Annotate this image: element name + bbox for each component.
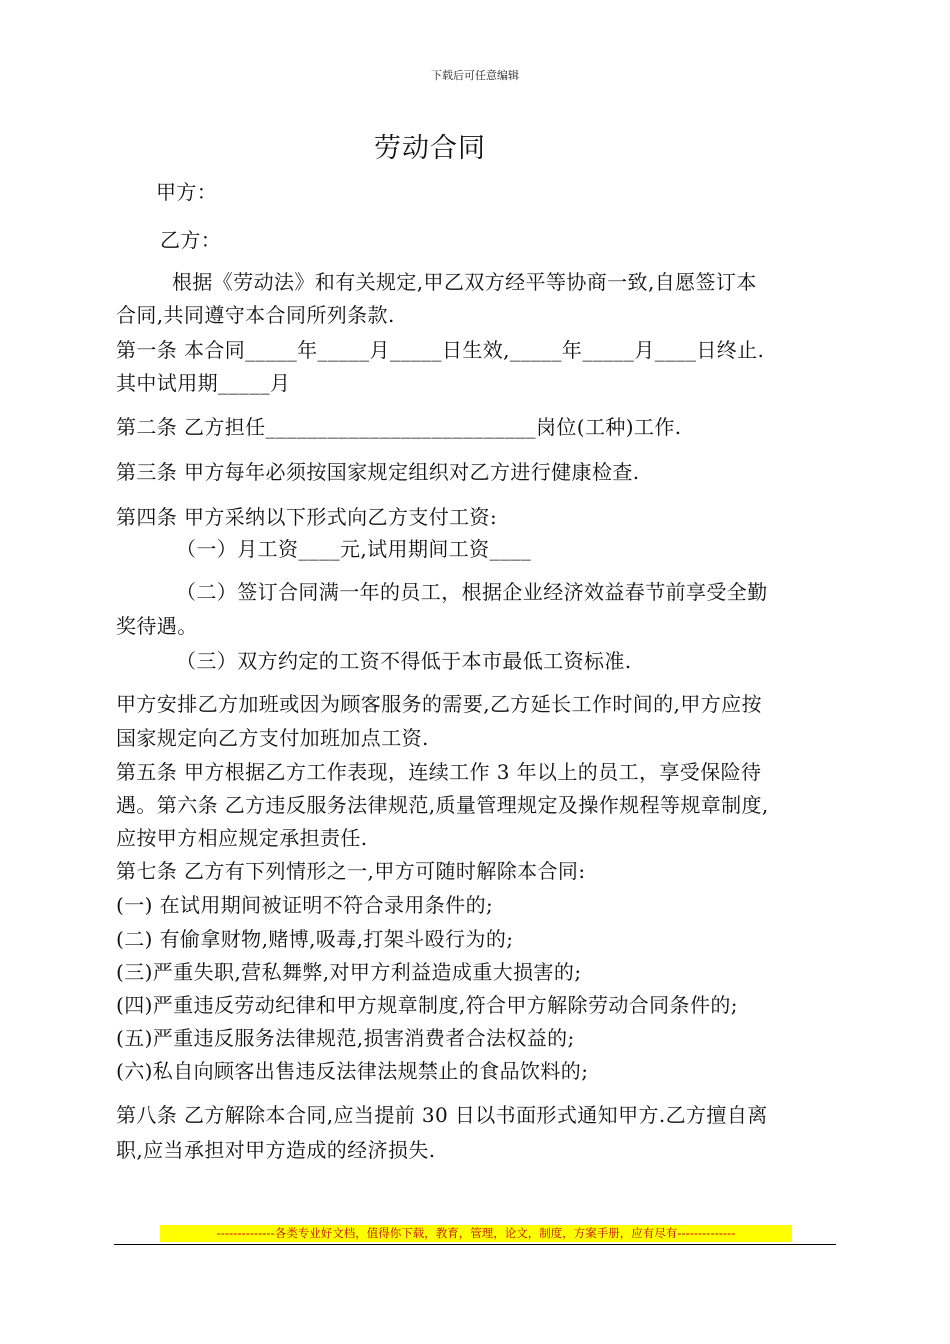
article-1-line-1: 第一条 本合同_____年_____月_____日生效,_____年_____月____日终止. bbox=[116, 338, 765, 362]
article-7-item-3: (三)严重失职,营私舞弊,对甲方利益造成重大损害的; bbox=[116, 960, 582, 984]
article-8-line-1: 第八条 乙方解除本合同,应当提前 30 日以书面形式通知甲方.乙方擅自离 bbox=[116, 1103, 768, 1127]
article-4-item-2-line-1: （二）签订合同满一年的员工，根据企业经济效益春节前享受全勤 bbox=[176, 580, 768, 604]
article-7-item-5: (五)严重违反服务法律规范,损害消费者合法权益的; bbox=[116, 1026, 575, 1050]
article-7-item-2: (二) 有偷拿财物,赌博,吸毒,打架斗殴行为的; bbox=[116, 927, 514, 951]
article-3: 第三条 甲方每年必须按国家规定组织对乙方进行健康检查. bbox=[116, 460, 640, 484]
article-7-item-6: (六)私自向顾客出售违反法律法规禁止的食品饮料的; bbox=[116, 1059, 589, 1083]
footer-banner: --------------各类专业好文档，值得你下载，教育，管理，论文，制度，方案手册，应有尽有-------------- bbox=[160, 1225, 792, 1242]
party-b-label: 乙方： bbox=[160, 228, 222, 252]
article-4-item-3: （三）双方约定的工资不得低于本市最低工资标准. bbox=[176, 649, 632, 673]
party-a-label: 甲方： bbox=[156, 180, 218, 204]
article-5-line-2: 遇。第六条 乙方违反服务法律规范,质量管理规定及操作规程等规章制度, bbox=[116, 793, 769, 817]
overtime-line-1: 甲方安排乙方加班或因为顾客服务的需要,乙方延长工作时间的,甲方应按 bbox=[116, 692, 762, 716]
preamble-line-2: 合同,共同遵守本合同所列条款. bbox=[116, 303, 395, 327]
article-6-line-1: 应按甲方相应规定承担责任. bbox=[116, 826, 368, 850]
article-7-item-4: (四)严重违反劳动纪律和甲方规章制度,符合甲方解除劳动合同条件的; bbox=[116, 993, 738, 1017]
article-2: 第二条 乙方担任__________________________岗位(工种)工作. bbox=[116, 415, 682, 439]
header-note: 下载后可任意编辑 bbox=[431, 69, 519, 82]
article-8-line-2: 职,应当承担对甲方造成的经济损失. bbox=[116, 1138, 436, 1162]
page-title: 劳动合同 bbox=[374, 133, 486, 164]
article-4: 第四条 甲方采纳以下形式向乙方支付工资: bbox=[116, 505, 498, 529]
preamble-line-1: 根据《劳动法》和有关规定,甲乙双方经平等协商一致,自愿签订本 bbox=[172, 270, 757, 294]
article-4-item-1: （一）月工资____元,试用期间工资____ bbox=[176, 537, 532, 561]
article-7-item-1: (一) 在试用期间被证明不符合录用条件的; bbox=[116, 893, 494, 917]
article-1-line-2: 其中试用期_____月 bbox=[116, 371, 291, 395]
article-5-line-1: 第五条 甲方根据乙方工作表现，连续工作 3 年以上的员工，享受保险待 bbox=[116, 760, 762, 784]
article-4-item-2-line-2: 奖待遇。 bbox=[116, 614, 198, 638]
footer-divider bbox=[114, 1244, 836, 1245]
overtime-line-2: 国家规定向乙方支付加班加点工资. bbox=[116, 726, 429, 750]
article-7: 第七条 乙方有下列情形之一,甲方可随时解除本合同: bbox=[116, 859, 586, 883]
